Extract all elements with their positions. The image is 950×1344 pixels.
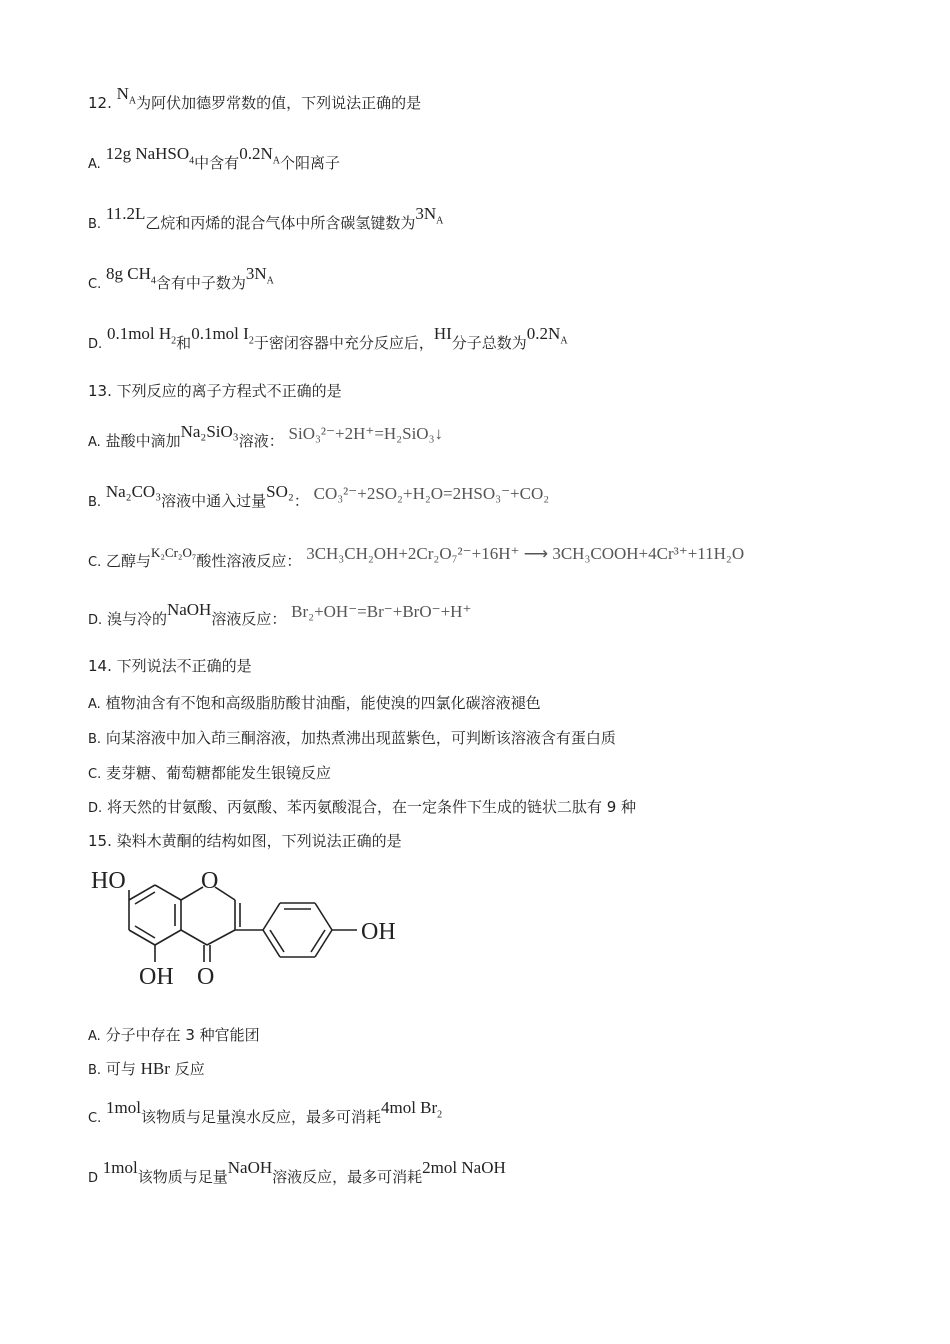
q13-option-c[interactable]: C. 乙醇与K₂Cr₂O₇酸性溶液反应： 3CH₃CH₂OH+2Cr₂O₇²⁻+16H⁺ ⟶ 3CH₃COOH+4Cr³⁺+11H₂O xyxy=(88,544,745,570)
q14-option-b[interactable]: B. 向某溶液中加入茚三酮溶液，加热煮沸出现蓝紫色，可判断该溶液含有蛋白质 xyxy=(88,729,616,747)
q12-number: 12. xyxy=(88,94,112,112)
q12-stem-text: 为阿伏加德罗常数的值，下列说法正确的是 xyxy=(136,94,422,112)
q13-b-equation: CO₃²⁻+2SO₂+H₂O=2HSO₃⁻+CO₂ xyxy=(313,484,550,503)
bond xyxy=(315,930,332,957)
bond xyxy=(207,930,235,945)
q15-stem: 15. 染料木黄酮的结构如图，下列说法正确的是 xyxy=(88,832,402,850)
q14-option-a[interactable]: A. 植物油含有不饱和高级脂肪酸甘油酯，能使溴的四氯化碳溶液褪色 xyxy=(88,694,541,712)
q14-option-d[interactable]: D. 将天然的甘氨酸、丙氨酸、苯丙氨酸混合，在一定条件下生成的链状二肽有 9 种 xyxy=(88,798,637,816)
bond xyxy=(129,885,155,900)
na-symbol: $N_A$ xyxy=(116,84,137,107)
q13-stem: 13. 下列反应的离子方程式不正确的是 xyxy=(88,382,342,400)
q13-c-equation: 3CH₃CH₂OH+2Cr₂O₇²⁻+16H⁺ ⟶ 3CH₃COOH+4Cr³⁺+11H₂O xyxy=(306,544,745,563)
q15-option-c[interactable]: C. 1mol该物质与足量溴水反应，最多可消耗4mol $Br_2$ xyxy=(88,1098,443,1126)
q15-option-a[interactable]: A. 分子中存在 3 种官能团 xyxy=(88,1026,260,1044)
oh-bottom-label: OH xyxy=(139,964,174,990)
oh-right-label: OH xyxy=(361,919,396,945)
q13-a-equation: SiO₃²⁻+2H⁺=H₂SiO₃↓ xyxy=(288,424,443,443)
ring-oxygen-label: O xyxy=(201,868,219,894)
bond xyxy=(135,926,155,938)
bond xyxy=(129,930,155,945)
q12-option-b[interactable]: B. 11.2L乙烷和丙烯的混合气体中所含碳氢键数为$3N_A$ xyxy=(88,204,444,232)
bond xyxy=(155,930,181,945)
q13-option-b[interactable]: B. Na₂CO₃溶液中通入过量SO₂： CO₃²⁻+2SO₂+H₂O=2HSO₃⁻+CO₂ xyxy=(88,482,550,510)
q15-option-b[interactable]: B. 可与 HBr 反应 xyxy=(88,1059,205,1078)
q14-stem: 14. 下列说法不正确的是 xyxy=(88,657,252,675)
bond xyxy=(181,930,207,945)
q12-option-c[interactable]: C. 8g $CH_4$含有中子数为$3N_A$ xyxy=(88,264,274,292)
carbonyl-oxygen-label: O xyxy=(197,964,215,990)
bond xyxy=(135,892,155,904)
bond xyxy=(263,903,280,930)
q12-option-a[interactable]: A. 12g NaHSO$_4$中含有$0.2N_A$个阳离子 xyxy=(88,144,340,172)
q12-option-d[interactable]: D. 0.1mol $H_2$和0.1mol $I_2$于密闭容器中充分反应后，HI分子总数为$0.2N_A$ xyxy=(88,324,568,352)
bond xyxy=(270,930,284,952)
bond xyxy=(311,930,325,952)
q12-stem xyxy=(88,84,422,115)
q15-option-d[interactable]: D 1mol该物质与足量NaOH溶液反应，最多可消耗2mol NaOH xyxy=(88,1158,506,1186)
q13-d-equation: Br₂+OH⁻=Br⁻+BrO⁻+H⁺ xyxy=(291,602,472,621)
q13-option-a[interactable]: A. 盐酸中滴加Na₂SiO₃溶液： SiO₃²⁻+2H⁺=H₂SiO₃↓ xyxy=(88,422,443,450)
genistein-structure xyxy=(85,862,415,997)
q14-option-c[interactable]: C. 麦芽糖、葡萄糖都能发生银镜反应 xyxy=(88,764,332,782)
q13-option-d[interactable]: D. 溴与冷的NaOH溶液反应： Br₂+OH⁻=Br⁻+BrO⁻+H⁺ xyxy=(88,600,472,628)
bond xyxy=(181,887,203,900)
bond xyxy=(315,903,332,930)
bond xyxy=(155,885,181,900)
bond xyxy=(263,930,280,957)
ho-label: HO xyxy=(91,868,126,894)
